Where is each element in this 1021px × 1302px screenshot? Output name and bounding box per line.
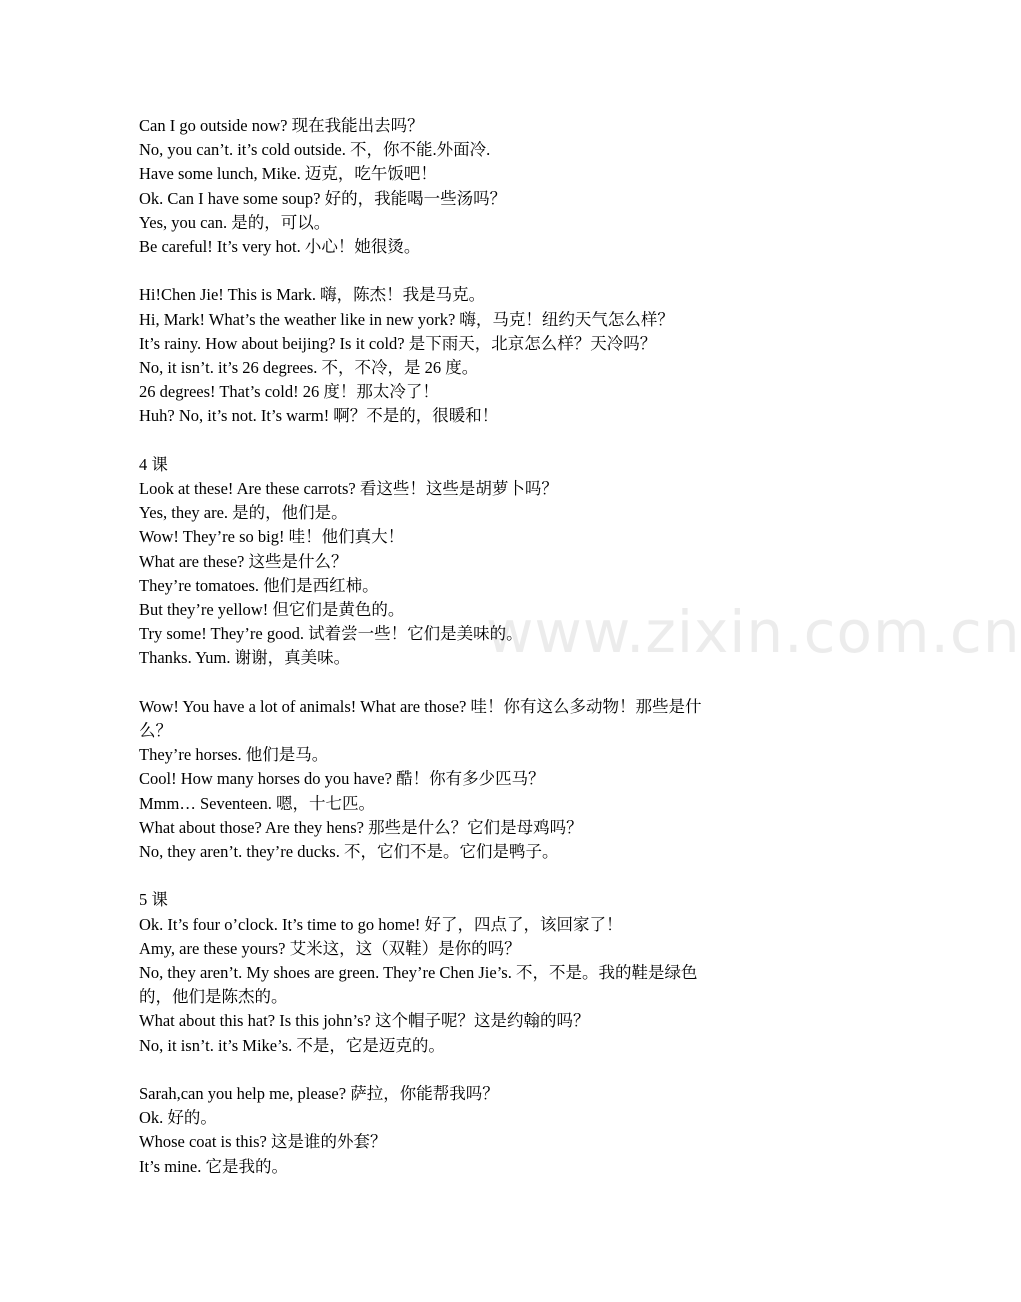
text-line: Hi, Mark! What’s the weather like in new york? 嗨，马克！纽约天气怎么样？ <box>139 309 674 329</box>
text-line: What about this hat? Is this john’s? 这个帽子呢？这是约翰的吗？ <box>139 1011 590 1031</box>
text-line: They’re horses. 他们是马。 <box>139 745 329 765</box>
text-line: But they’re yellow! 但它们是黄色的。 <box>139 600 405 620</box>
paragraph-gap <box>139 1058 799 1082</box>
text-line: 的，他们是陈杰的。 <box>139 987 288 1007</box>
paragraph-gap <box>139 671 799 695</box>
paragraph-gap <box>139 429 799 453</box>
text-line: Whose coat is this? 这是谁的外套？ <box>139 1132 387 1152</box>
text-line: What about those? Are they hens? 那些是什么？它们是母鸡吗？ <box>139 817 583 837</box>
text-line: No, it isn’t. it’s Mike’s. 不是，它是迈克的。 <box>139 1035 445 1055</box>
text-line: It’s rainy. How about beijing? Is it cold? 是下雨天，北京怎么样？天冷吗？ <box>139 333 657 353</box>
text-line: Ok. 好的。 <box>139 1108 217 1128</box>
text-line: Yes, you can. 是的，可以。 <box>139 212 331 232</box>
text-line: Wow! You have a lot of animals! What are those? 哇！你有这么多动物！那些是什 <box>139 696 702 716</box>
text-line: 么？ <box>139 721 172 741</box>
paragraph-gap <box>139 864 799 888</box>
text-line: Yes, they are. 是的，他们是。 <box>139 503 348 523</box>
text-line: Sarah,can you help me, please? 萨拉，你能帮我吗？ <box>139 1084 499 1104</box>
paragraph-gap <box>139 259 799 283</box>
text-line: No, you can’t. it’s cold outside. 不，你不能.外面冷. <box>139 140 491 160</box>
lesson-heading: 4 课 <box>139 454 168 474</box>
text-line: Can I go outside now? 现在我能出去吗？ <box>139 116 424 135</box>
document-text <box>139 114 799 1179</box>
text-line: Amy, are these yours? 艾米这，这（双鞋）是你的吗？ <box>139 938 521 958</box>
text-line: It’s mine. 它是我的。 <box>139 1156 288 1176</box>
text-line: Wow! They’re so big! 哇！他们真大！ <box>139 527 405 547</box>
watermark: www.zixin.com.cn <box>486 598 1021 666</box>
text-line: Ok. Can I have some soup? 好的，我能喝一些汤吗？ <box>139 188 507 208</box>
text-line: Hi!Chen Jie! This is Mark. 嗨，陈杰！我是马克。 <box>139 285 486 305</box>
text-line: Have some lunch, Mike. 迈克，吃午饭吧！ <box>139 164 437 184</box>
text-line: Cool! How many horses do you have? 酷！你有多少匹马？ <box>139 769 545 789</box>
text-line: 26 degrees! That’s cold! 26 度！那太冷了！ <box>139 382 439 402</box>
text-line: Be careful! It’s very hot. 小心！她很烫。 <box>139 237 421 257</box>
text-line: Ok. It’s four o’clock. It’s time to go home! 好了，四点了，该回家了！ <box>139 914 623 934</box>
text-line: They’re tomatoes. 他们是西红柿。 <box>139 575 379 595</box>
text-line: Thanks. Yum. 谢谢，真美味。 <box>139 648 351 668</box>
text-line: Mmm… Seventeen. 嗯，十七匹。 <box>139 793 376 813</box>
text-line: What are these? 这些是什么？ <box>139 551 348 571</box>
text-line: Try some! They’re good. 试着尝一些！它们是美味的。 <box>139 624 523 644</box>
lesson-heading: 5 课 <box>139 890 168 910</box>
text-line: No, they aren’t. they’re ducks. 不，它们不是。它们是鸭子。 <box>139 842 559 862</box>
text-line: Huh? No, it’s not. It’s warm! 啊？不是的，很暖和！ <box>139 406 499 426</box>
text-line: No, it isn’t. it’s 26 degrees. 不，不冷，是 26 度。 <box>139 358 479 378</box>
text-line: Look at these! Are these carrots? 看这些！这些是胡萝卜吗？ <box>139 479 558 499</box>
text-line: No, they aren’t. My shoes are green. They’re Chen Jie’s. 不，不是。我的鞋是绿色 <box>139 963 698 983</box>
